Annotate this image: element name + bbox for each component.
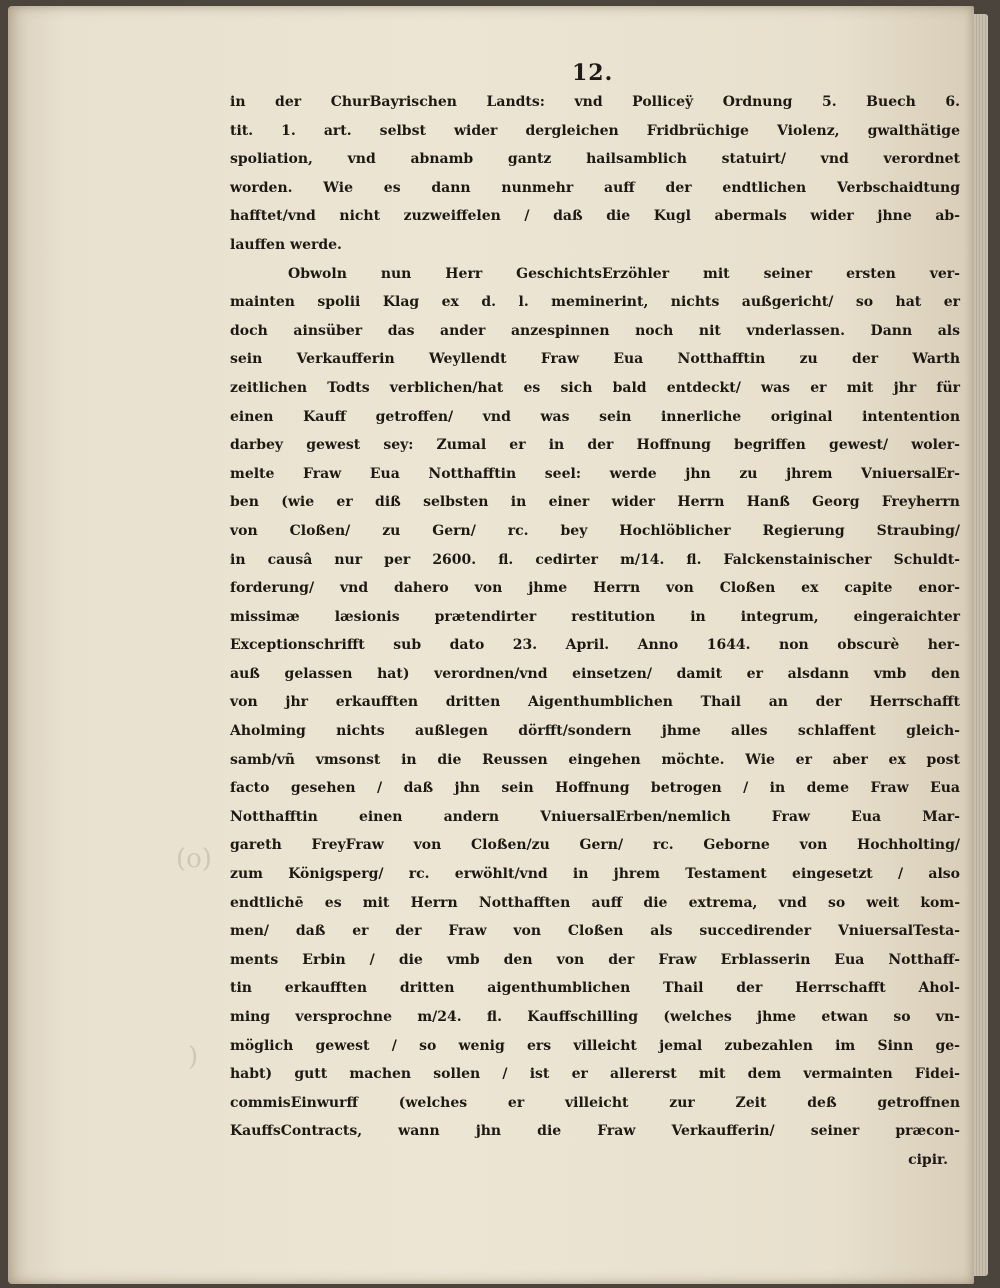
text-line: gareth FreyFraw von Cloßen/zu Gern/ rc. Geborne von Hochholting/ bbox=[230, 837, 960, 854]
text-line: missimæ læsionis prætendirter restitution in integrum, eingeraichter bbox=[230, 608, 960, 625]
catchword: cipir. bbox=[908, 1151, 948, 1168]
text-line: forderung/ vnd dahero von jhme Herrn von Cloßen ex capite enor- bbox=[230, 580, 960, 597]
bleed-through-mark: ) bbox=[188, 1042, 199, 1072]
text-line: ben (wie er diß selbsten in einer wider Herrn Hanß Georg Freyherrn bbox=[230, 494, 960, 511]
text-line: einen Kauff getroffen/ vnd was sein innerliche original intentention bbox=[230, 408, 960, 425]
text-line: facto gesehen / daß jhn sein Hoffnung betrogen / in deme Fraw Eua bbox=[230, 780, 960, 797]
text-line: commisEinwurff (welches er villeicht zur Zeit deß getroffnen bbox=[230, 1094, 960, 1111]
text-line: darbey gewest sey: Zumal er in der Hoffnung begriffen gewest/ woler- bbox=[230, 437, 960, 454]
text-line: zum Königsperg/ rc. erwöhlt/vnd in jhrem Testament eingesetzt / also bbox=[230, 866, 960, 883]
text-line: möglich gewest / so wenig ers villeicht jemal zubezahlen im Sinn ge- bbox=[230, 1037, 960, 1054]
text-line: mainten spolii Klag ex d. l. meminerint, nichts außgericht/ so hat er bbox=[230, 294, 960, 311]
text-line: melte Fraw Eua Notthafftin seel: werde jhn zu jhrem VniuersalEr- bbox=[230, 465, 960, 482]
text-line: tin erkaufften dritten aigenthumblichen Thail der Herrschafft Ahol- bbox=[230, 980, 960, 997]
text-line: men/ daß er der Fraw von Cloßen als succedirender VniuersalTesta- bbox=[230, 923, 960, 940]
bleed-through-mark: (ο) bbox=[176, 844, 212, 874]
text-line: Exceptionschrifft sub dato 23. April. Anno 1644. non obscurè her- bbox=[230, 637, 960, 654]
text-line: von jhr erkaufften dritten Aigenthumblichen Thail an der Herrschafft bbox=[230, 694, 960, 711]
body-text bbox=[230, 88, 960, 1175]
text-line: endtlichē es mit Herrn Notthafften auff die extrema, vnd so weit kom- bbox=[230, 894, 960, 911]
text-line: Notthafftin einen andern VniuersalErben/nemlich Fraw Eua Mar- bbox=[230, 808, 960, 825]
text-line: auß gelassen hat) verordnen/vnd einsetzen/ damit er alsdann vmb den bbox=[230, 665, 960, 682]
text-line: KauffsContracts, wann jhn die Fraw Verkaufferin/ seiner præcon- bbox=[230, 1123, 960, 1140]
text-line: habt) gutt machen sollen / ist er allererst mit dem vermainten Fidei- bbox=[230, 1066, 960, 1083]
text-line: sein Verkaufferin Weyllendt Fraw Eua Notthafftin zu der Warth bbox=[230, 351, 960, 368]
page-edge-stack bbox=[974, 14, 988, 1276]
text-line: hafftet/vnd nicht zuzweiffelen / daß die Kugl abermals wider jhne ab- bbox=[230, 208, 960, 225]
page-number: 12. bbox=[572, 60, 614, 86]
text-line: ments Erbin / die vmb den von der Fraw Erblasserin Eua Notthaff- bbox=[230, 951, 960, 968]
text-line: lauffen werde. bbox=[230, 236, 342, 253]
text-line: in der ChurBayrischen Landts: vnd Polliceÿ Ordnung 5. Buech 6. bbox=[230, 94, 960, 110]
text-line: worden. Wie es dann nunmehr auff der endtlichen Verbschaidtung bbox=[230, 179, 960, 196]
text-line: in causâ nur per 2600. fl. cedirter m/14. fl. Falckenstainischer Schuldt- bbox=[230, 551, 960, 568]
text-line: tit. 1. art. selbst wider dergleichen Fridbrüchige Violenz, gwalthätige bbox=[230, 122, 960, 139]
text-line: Aholming nichts außlegen dörfft/sondern jhme alles schlaffent gleich- bbox=[230, 723, 960, 740]
text-line: samb/vñ vmsonst in die Reussen eingehen möchte. Wie er aber ex post bbox=[230, 751, 960, 768]
text-line: spoliation, vnd abnamb gantz hailsamblich statuirt/ vnd verordnet bbox=[230, 151, 960, 168]
text-line: zeitlichen Todts verblichen/hat es sich bald entdeckt/ was er mit jhr für bbox=[230, 379, 960, 396]
text-line: von Cloßen/ zu Gern/ rc. bey Hochlöblicher Regierung Straubing/ bbox=[230, 522, 960, 539]
text-line: ming versprochne m/24. fl. Kauffschilling (welches jhme etwan so vn- bbox=[230, 1009, 960, 1025]
text-line: doch ainsüber das ander anzespinnen noch nit vnderlassen. Dann als bbox=[230, 322, 960, 339]
text-line: Obwoln nun Herr GeschichtsErzöhler mit seiner ersten ver- bbox=[288, 265, 960, 282]
